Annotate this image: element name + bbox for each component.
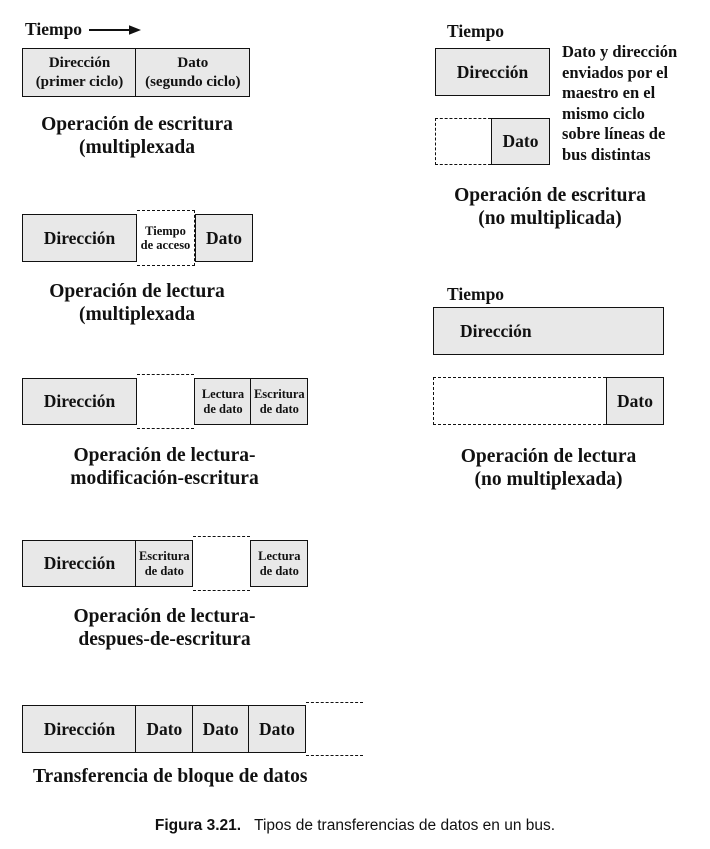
read-modify-write-caption: [22, 445, 307, 490]
cell-line: de dato: [203, 401, 243, 416]
caption-line: despues-de-escritura: [78, 628, 251, 650]
cell-line: Dato: [177, 54, 209, 71]
address-cell: [22, 540, 137, 587]
cell-line: Lectura: [258, 549, 301, 563]
read-mux-caption: [22, 281, 252, 326]
caption-line: (no multiplexada): [474, 468, 623, 490]
cell-line: Tiempo: [145, 223, 186, 238]
continuation-dashes: [306, 702, 363, 756]
write-nonmux-note: [562, 42, 710, 166]
caption-line: (multiplexada: [79, 303, 195, 325]
address-cell: [433, 307, 664, 355]
data-write-cell: [135, 540, 193, 587]
caption-line: Operación de lectura-: [73, 606, 256, 627]
data-cell: [606, 377, 664, 425]
cell-line: de dato: [144, 563, 184, 578]
idle-gap: [193, 536, 250, 591]
figure-caption: [0, 817, 710, 835]
cell-line: (segundo ciclo): [145, 73, 241, 90]
time-label-write-nonmux: [447, 21, 504, 42]
note-line: bus distintas: [562, 144, 651, 164]
data-second-cycle-cell: [135, 48, 250, 97]
write-nonmux-address-row: [435, 48, 550, 96]
read-modify-write-bus-row: [22, 378, 308, 425]
time-arrow-icon: [89, 24, 141, 36]
note-line: Dato y dirección: [562, 42, 678, 61]
cell-line: de dato: [259, 401, 299, 416]
address-first-cycle-cell: [22, 48, 137, 97]
caption-line: Operación de lectura: [460, 446, 637, 467]
data-read-cell: [250, 540, 308, 587]
read-nonmux-address-row: [433, 307, 664, 355]
time-label-read-nonmux: [447, 284, 504, 305]
cell-line: Dato: [206, 227, 242, 248]
figure-caption-label: Figura 3.21.: [154, 817, 242, 834]
data-read-cell: [194, 378, 252, 425]
note-line: sobre líneas de: [562, 124, 666, 144]
note-line: maestro en el: [562, 83, 656, 103]
note-line: mismo ciclo: [562, 103, 645, 123]
data-cell: [491, 118, 550, 165]
cell-line: Dato: [617, 390, 653, 411]
caption-line: (no multiplicada): [478, 207, 622, 229]
caption-line: modificación-escritura: [70, 467, 259, 489]
time-label-text: Tiempo: [447, 21, 505, 41]
read-nonmux-caption: [433, 446, 664, 491]
time-label-write-mux: [25, 19, 141, 40]
data-cell-2: [192, 705, 250, 753]
address-cell: [22, 214, 137, 262]
caption-line: Transferencia de bloque de datos: [33, 766, 308, 787]
cell-line: Dato: [502, 131, 539, 151]
cell-line: Dirección: [43, 553, 116, 573]
data-write-cell: [250, 378, 308, 425]
cell-line: (primer ciclo): [35, 73, 124, 90]
cell-line: Dato: [146, 718, 183, 739]
data-cell-3: [248, 705, 306, 753]
address-cell: [22, 705, 137, 753]
note-line: enviados por el: [562, 62, 669, 82]
data-cell-1: [135, 705, 193, 753]
write-mux-caption: [22, 114, 252, 159]
read-nonmux-data-row: [433, 377, 664, 425]
cell-line: Dirección: [43, 391, 116, 411]
idle-gap: [137, 374, 194, 429]
block-transfer-bus-row: [22, 705, 363, 753]
block-transfer-caption: [33, 766, 307, 789]
data-cell: [195, 214, 253, 262]
cell-line: Dirección: [43, 227, 116, 248]
figure-caption-text: Tipos de transferencias de datos en un bus.: [254, 817, 556, 834]
idle-gap: [435, 118, 491, 165]
address-cell: [22, 378, 137, 425]
caption-line: (multiplexada: [79, 136, 195, 158]
cell-line: Dirección: [456, 61, 529, 82]
caption-line: Operación de lectura: [49, 281, 225, 302]
idle-gap: [433, 377, 606, 425]
write-nonmux-caption: [440, 185, 660, 230]
read-after-write-bus-row: [22, 540, 308, 587]
cell-line: Escritura: [138, 549, 190, 563]
cell-line: Dato: [258, 718, 295, 739]
read-mux-bus-row: [22, 214, 253, 262]
time-label-text: Tiempo: [447, 284, 505, 304]
cell-line: de acceso: [140, 238, 191, 252]
write-mux-bus-row: [22, 48, 250, 97]
caption-line: Operación de lectura-: [73, 445, 256, 466]
cell-line: Escritura: [253, 387, 305, 401]
access-time-cell: [137, 210, 195, 266]
address-cell: [435, 48, 550, 96]
caption-line: Operación de escritura: [41, 114, 233, 135]
cell-line: Lectura: [201, 387, 245, 401]
cell-line: Dirección: [43, 718, 116, 739]
cell-line: Dato: [202, 718, 239, 739]
cell-line: de dato: [259, 563, 299, 578]
cell-line: Dirección: [48, 54, 111, 71]
write-nonmux-data-row: [435, 118, 550, 165]
time-label-text: Tiempo: [25, 19, 83, 39]
caption-line: Operación de escritura: [454, 185, 646, 206]
read-after-write-caption: [22, 606, 307, 651]
cell-line: Dirección: [460, 320, 532, 341]
